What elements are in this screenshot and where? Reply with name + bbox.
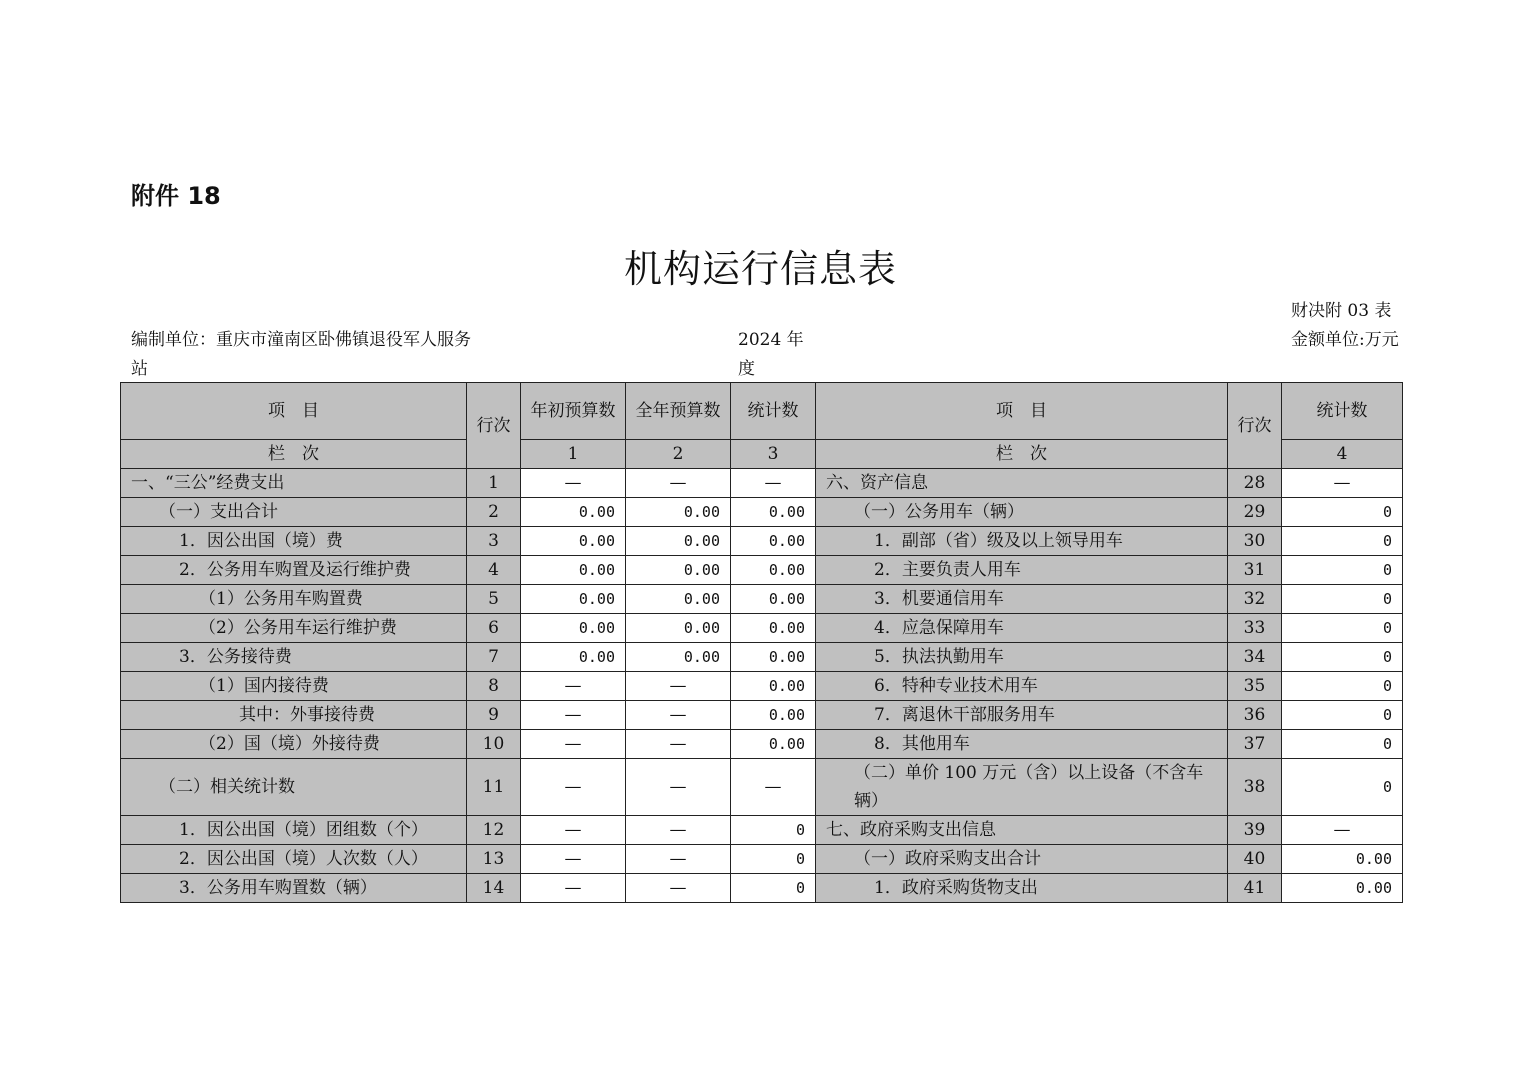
value-v1: 0.00 (521, 585, 626, 614)
left-item-cell: （二）相关统计数 (121, 759, 467, 816)
value-v1: 0.00 (521, 498, 626, 527)
left-row-number: 7 (467, 643, 521, 672)
value-v3: 0 (731, 816, 816, 845)
form-number-and-unit (1291, 297, 1401, 355)
left-row-number: 4 (467, 556, 521, 585)
value-v3: 0 (731, 874, 816, 903)
value-v2: — (626, 759, 731, 816)
column-label-left: 栏 次 (121, 440, 467, 469)
left-item-cell: 3．公务用车购置数（辆） (121, 874, 467, 903)
value-v1: 0.00 (521, 527, 626, 556)
value-v1: — (521, 816, 626, 845)
value-v2: — (626, 469, 731, 498)
left-item-cell: 2．因公出国（境）人次数（人） (121, 845, 467, 874)
header-item-right: 项 目 (816, 383, 1228, 440)
left-row-number: 8 (467, 672, 521, 701)
table-row (121, 874, 1403, 903)
right-row-number: 30 (1228, 527, 1282, 556)
right-item-cell: 1．政府采购货物支出 (816, 874, 1228, 903)
left-item-cell: （2）公务用车运行维护费 (121, 614, 467, 643)
value-v4: 0 (1282, 614, 1403, 643)
right-item-cell: 1．副部（省）级及以上领导用车 (816, 527, 1228, 556)
value-v3: 0.00 (731, 730, 816, 759)
value-v3: 0.00 (731, 556, 816, 585)
table-row (121, 498, 1403, 527)
left-item-cell: 1．因公出国（境）费 (121, 527, 467, 556)
right-item-cell: 4．应急保障用车 (816, 614, 1228, 643)
value-v3: 0.00 (731, 527, 816, 556)
value-v4: 0 (1282, 730, 1403, 759)
value-v3: 0.00 (731, 701, 816, 730)
value-v1: — (521, 874, 626, 903)
table-row (121, 614, 1403, 643)
table-row (121, 585, 1403, 614)
value-v2: — (626, 816, 731, 845)
right-item-cell: 8．其他用车 (816, 730, 1228, 759)
value-v2: — (626, 730, 731, 759)
right-row-number: 31 (1228, 556, 1282, 585)
left-row-number: 9 (467, 701, 521, 730)
header-row-no-left: 行次 (467, 383, 521, 469)
right-row-number: 35 (1228, 672, 1282, 701)
left-item-cell: 3．公务接待费 (121, 643, 467, 672)
right-row-number: 33 (1228, 614, 1282, 643)
table-row (121, 730, 1403, 759)
value-v1: — (521, 672, 626, 701)
column-number-1: 1 (521, 440, 626, 469)
value-v4: 0 (1282, 527, 1403, 556)
value-v2: 0.00 (626, 585, 731, 614)
value-v4: 0 (1282, 759, 1403, 816)
right-item-cell: 5．执法执勤用车 (816, 643, 1228, 672)
value-v2: — (626, 874, 731, 903)
column-label-right: 栏 次 (816, 440, 1228, 469)
value-v1: — (521, 759, 626, 816)
value-v1: 0.00 (521, 643, 626, 672)
right-row-number: 38 (1228, 759, 1282, 816)
header-row (121, 383, 1403, 440)
value-v3: 0.00 (731, 498, 816, 527)
value-v2: 0.00 (626, 498, 731, 527)
right-row-number: 32 (1228, 585, 1282, 614)
right-item-cell: （一）政府采购支出合计 (816, 845, 1228, 874)
left-item-cell: 其中：外事接待费 (121, 701, 467, 730)
value-v1: — (521, 845, 626, 874)
header-budget-initial: 年初预算数 (521, 383, 626, 440)
table-row (121, 527, 1403, 556)
left-row-number: 1 (467, 469, 521, 498)
left-row-number: 5 (467, 585, 521, 614)
right-item-cell: 六、资产信息 (816, 469, 1228, 498)
left-row-number: 12 (467, 816, 521, 845)
value-v2: 0.00 (626, 614, 731, 643)
value-v2: — (626, 701, 731, 730)
table-row (121, 816, 1403, 845)
value-v1: 0.00 (521, 614, 626, 643)
table-row (121, 556, 1403, 585)
value-v4: 0 (1282, 498, 1403, 527)
value-v4: 0 (1282, 672, 1403, 701)
right-row-number: 34 (1228, 643, 1282, 672)
value-v1: 0.00 (521, 556, 626, 585)
table-row (121, 469, 1403, 498)
value-v2: 0.00 (626, 643, 731, 672)
value-v3: 0.00 (731, 614, 816, 643)
right-row-number: 37 (1228, 730, 1282, 759)
header-stat-left: 统计数 (731, 383, 816, 440)
value-v4: 0.00 (1282, 874, 1403, 903)
value-v4: — (1282, 469, 1403, 498)
left-row-number: 3 (467, 527, 521, 556)
value-v1: — (521, 730, 626, 759)
header-row-no-right: 行次 (1228, 383, 1282, 469)
left-item-cell: （一）支出合计 (121, 498, 467, 527)
left-item-cell: 2．公务用车购置及运行维护费 (121, 556, 467, 585)
table-row (121, 672, 1403, 701)
form-number: 财决附 03 表 (1291, 301, 1392, 321)
left-item-cell: 1．因公出国（境）团组数（个） (121, 816, 467, 845)
right-item-cell: 6．特种专业技术用车 (816, 672, 1228, 701)
value-v4: 0 (1282, 556, 1403, 585)
column-number-2: 2 (626, 440, 731, 469)
column-number-3: 3 (731, 440, 816, 469)
compiling-unit: 编制单位：重庆市潼南区卧佛镇退役军人服务站 (131, 330, 471, 379)
value-v2: — (626, 672, 731, 701)
value-v3: 0.00 (731, 672, 816, 701)
value-v3: — (731, 759, 816, 816)
right-item-cell: （二）单价 100 万元（含）以上设备（不含车辆） (816, 759, 1228, 816)
left-row-number: 6 (467, 614, 521, 643)
value-v3: 0 (731, 845, 816, 874)
page-title: 机构运行信息表 (623, 247, 897, 291)
value-v4: 0.00 (1282, 845, 1403, 874)
header-budget-full: 全年预算数 (626, 383, 731, 440)
value-v2: 0.00 (626, 527, 731, 556)
report-year: 2024 年度 (738, 330, 804, 379)
left-row-number: 10 (467, 730, 521, 759)
table-row (121, 701, 1403, 730)
left-item-cell: （1）公务用车购置费 (121, 585, 467, 614)
value-v3: — (731, 469, 816, 498)
column-number-4: 4 (1282, 440, 1403, 469)
value-v2: 0.00 (626, 556, 731, 585)
value-v4: — (1282, 816, 1403, 845)
column-label-row (121, 440, 1403, 469)
right-row-number: 39 (1228, 816, 1282, 845)
right-row-number: 28 (1228, 469, 1282, 498)
right-item-cell: 七、政府采购支出信息 (816, 816, 1228, 845)
value-v1: — (521, 701, 626, 730)
left-row-number: 2 (467, 498, 521, 527)
left-row-number: 11 (467, 759, 521, 816)
right-item-cell: 3．机要通信用车 (816, 585, 1228, 614)
right-item-cell: 7．离退休干部服务用车 (816, 701, 1228, 730)
header-stat-right: 统计数 (1282, 383, 1403, 440)
attachment-label: 附件 18 (131, 182, 221, 210)
right-row-number: 40 (1228, 845, 1282, 874)
value-v4: 0 (1282, 585, 1403, 614)
info-table (120, 382, 1403, 903)
left-row-number: 13 (467, 845, 521, 874)
right-row-number: 36 (1228, 701, 1282, 730)
left-item-cell: （2）国（境）外接待费 (121, 730, 467, 759)
value-v2: — (626, 845, 731, 874)
right-item-cell: （一）公务用车（辆） (816, 498, 1228, 527)
right-row-number: 41 (1228, 874, 1282, 903)
table-row (121, 759, 1403, 816)
value-v4: 0 (1282, 643, 1403, 672)
value-v4: 0 (1282, 701, 1403, 730)
left-row-number: 14 (467, 874, 521, 903)
header-item-left: 项 目 (121, 383, 467, 440)
right-item-cell: 2．主要负责人用车 (816, 556, 1228, 585)
amount-unit: 金额单位:万元 (1291, 330, 1399, 350)
left-item-cell: （1）国内接待费 (121, 672, 467, 701)
left-item-cell: 一、“三公”经费支出 (121, 469, 467, 498)
table-row (121, 643, 1403, 672)
table-row (121, 845, 1403, 874)
value-v1: — (521, 469, 626, 498)
value-v3: 0.00 (731, 585, 816, 614)
value-v3: 0.00 (731, 643, 816, 672)
right-row-number: 29 (1228, 498, 1282, 527)
